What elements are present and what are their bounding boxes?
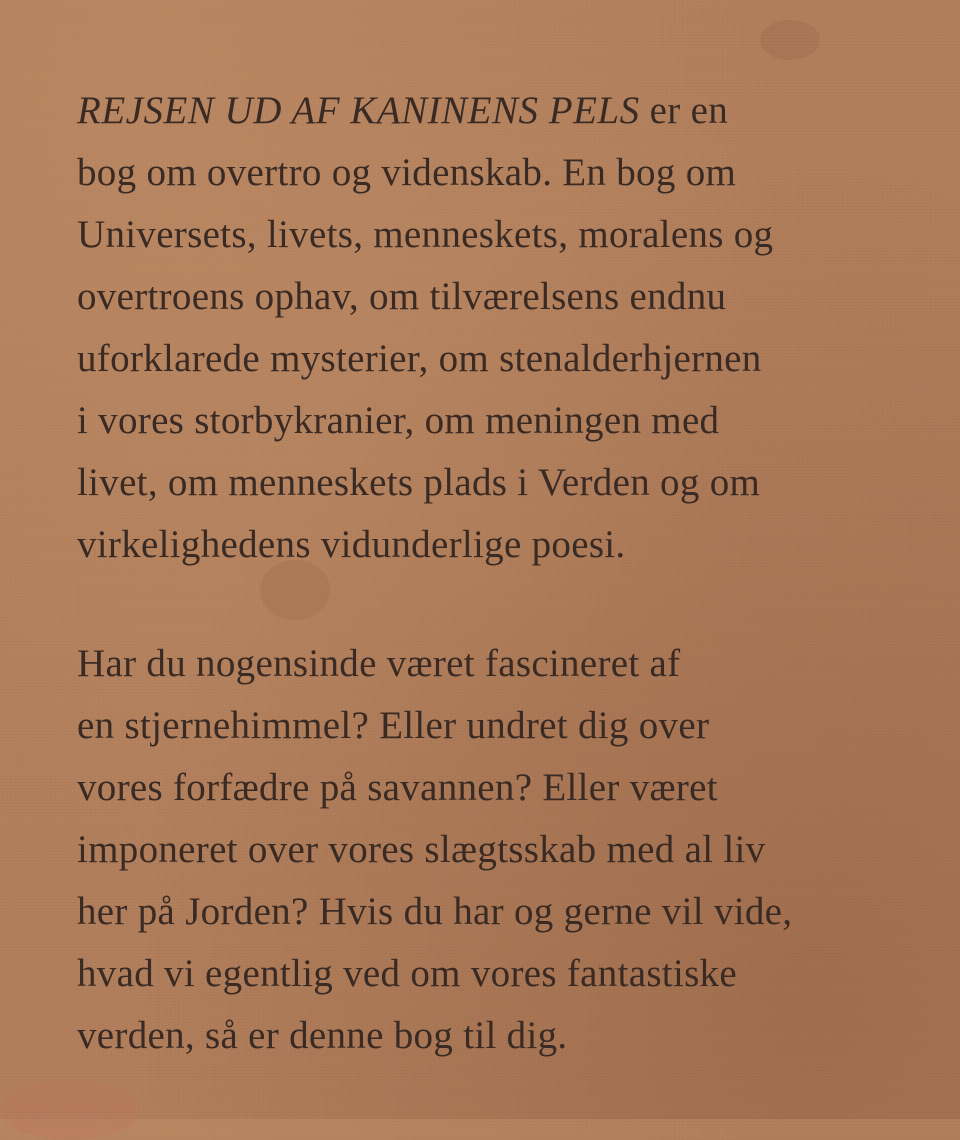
blurb-line: i vores storbykranier, om meningen med	[77, 399, 720, 442]
blurb-line	[77, 80, 773, 142]
blurb-line: her på Jorden? Hvis du har og gerne vil vide,	[77, 890, 793, 933]
blurb-line: verden, så er denne bog til dig.	[77, 1014, 568, 1057]
blurb-line: bog om overtro og videnskab. En bog om	[77, 151, 737, 194]
blurb-line: virkelighedens vidunderlige poesi.	[77, 523, 626, 566]
paper-stain	[760, 20, 820, 60]
blurb-paragraph-2	[77, 633, 792, 1067]
blurb-line: Har du nogensinde været fascineret af	[77, 642, 681, 685]
blurb-line: imponeret over vores slægtsskab med al liv	[77, 828, 766, 871]
book-title: REJSEN UD AF KANINENS PELS	[77, 89, 640, 132]
blurb-line: uforklarede mysterier, om stenalderhjernen	[77, 337, 762, 380]
blurb-line: vores forfædre på savannen? Eller været	[77, 766, 718, 809]
blurb-line: hvad vi egentlig ved om vores fantastiske	[77, 952, 737, 995]
blurb-line-text: er en	[639, 89, 729, 132]
blurb-paragraph-1	[77, 80, 773, 576]
blurb-line: en stjernehimmel? Eller undret dig over	[77, 704, 710, 747]
blurb-line: overtroens ophav, om tilværelsens endnu	[77, 275, 727, 318]
blurb-line: Universets, livets, menneskets, moralens og	[77, 213, 774, 256]
blurb-line: livet, om menneskets plads i Verden og om	[77, 461, 761, 504]
paper-stain	[0, 1080, 140, 1140]
